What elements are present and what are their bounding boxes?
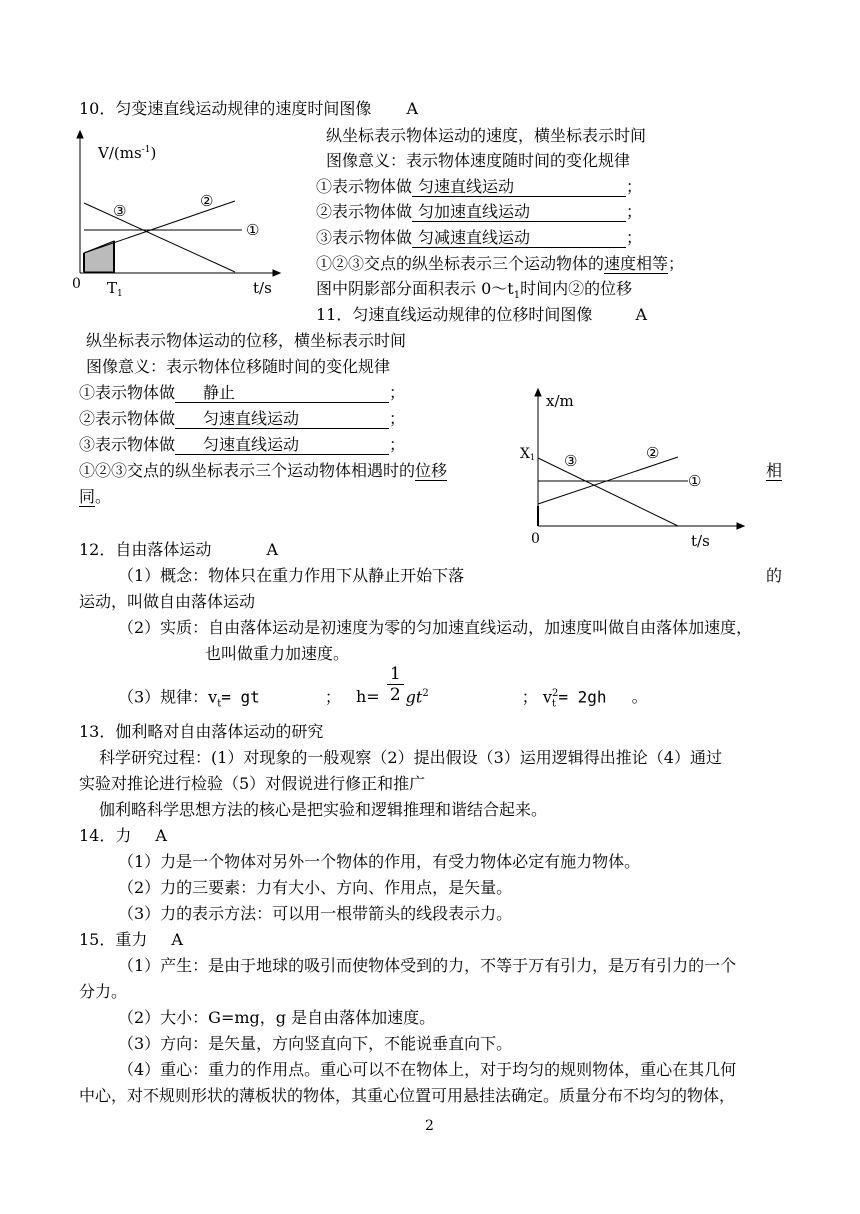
s13-p1a: 科学研究过程：(1）对现象的一般观察（2）提出假设（3）运用逻辑得出推论（4）通过 <box>99 748 722 767</box>
s11-answer-2: 匀速直线运动 <box>175 410 389 429</box>
page-number: 2 <box>425 1118 434 1134</box>
s15-p1b: 分力。 <box>79 982 128 1001</box>
s15-p2: （2）大小：G=mg，g 是自由落体加速度。 <box>118 1008 436 1027</box>
s11-item3: ③表示物体做 匀速直线运动 ； <box>79 435 406 454</box>
s12-title: 12．自由落体运动 <box>79 540 212 559</box>
s12-p2a: （2）实质：自由落体运动是初速度为零的匀加速直线运动，加速度叫做自由落体加速度， <box>118 618 753 637</box>
graph-xlabel: t/s <box>691 532 710 550</box>
s12-p1c: 运动，叫做自由落体运动 <box>79 592 256 611</box>
s10-crosspoint: ①②③交点的纵坐标表示三个运动物体的速度相等； <box>316 254 685 273</box>
graph-origin: 0 <box>72 276 81 292</box>
label-3: ③ <box>113 202 127 220</box>
label-2: ② <box>646 444 660 462</box>
label-2: ② <box>200 192 214 210</box>
s15-p4b: 中心，对不规则形状的薄板状的物体，其重心位置可用悬挂法确定。质量分布不均匀的物体， <box>79 1086 736 1105</box>
s10-answer-3: 匀减速直线运动 <box>412 229 626 248</box>
label-1: ① <box>688 472 702 490</box>
s10-grade: A <box>406 99 419 118</box>
s14-p3: （3）力的表示方法：可以用一根带箭头的线段表示力。 <box>118 904 513 923</box>
s15-p4a: （4）重心：重力的作用点。重心可以不在物体上，对于均匀的规则物体，重心在其几何 <box>118 1060 737 1079</box>
s10-item3: ③表示物体做 匀减速直线运动 ； <box>316 228 643 247</box>
s12-p3: （3）规律：$v_t=$ gt ； h= $\frac{1}{2}$ $gt^2$ ； $v_t^2= 2gh$ 。 <box>118 664 648 710</box>
s15-p3: （3）方向：是矢量，方向竖直向下，不能说垂直向下。 <box>118 1034 513 1053</box>
fraction-half: $\frac{1}{2}$ <box>387 664 404 705</box>
s12-p1a: （1）概念：物体只在重力作用下从静止开始下落 <box>118 566 465 585</box>
s10-answer-2: 匀加速直线运动 <box>412 203 626 222</box>
s14-heading: 14．力 A <box>79 826 167 845</box>
s10-heading <box>79 98 418 120</box>
s13-p1b: 实验对推论进行检验（5）对假说进行修正和推广 <box>79 774 426 793</box>
s11-answer-3: 匀速直线运动 <box>175 436 389 455</box>
s11-grade: A <box>635 305 648 324</box>
shaded-area <box>84 241 114 272</box>
s10-desc2: 图像意义：表示物体速度随时间的变化规律 <box>326 151 631 170</box>
graph-t1: $T_1$ <box>107 279 123 299</box>
s10-item2: ②表示物体做 匀加速直线运动 ； <box>316 202 643 221</box>
s11-crosspoint: ①②③交点的纵坐标表示三个运动物体相遇时的位移 <box>79 461 448 480</box>
s11-cross-answer-2: 相 <box>766 461 783 480</box>
s11-item2: ②表示物体做 匀速直线运动 ； <box>79 409 406 428</box>
s12-p2b: 也叫做重力加速度。 <box>205 644 350 663</box>
s11-heading <box>316 304 647 326</box>
s11-item1: ①表示物体做 静止 ； <box>79 383 406 402</box>
graph-origin: 0 <box>531 531 540 547</box>
s10-desc1: 纵坐标表示物体运动的速度，横坐标表示时间 <box>326 126 647 145</box>
graph-x1: X1 <box>520 446 536 462</box>
s12-p1b: 的 <box>766 566 783 585</box>
s15-heading: 15．重力 A <box>79 930 183 949</box>
s10-answer-1: 匀速直线运动 <box>412 178 626 197</box>
s10-item1: ①表示物体做 匀速直线运动 ； <box>316 177 643 196</box>
label-3: ③ <box>564 452 578 470</box>
graph-xlabel: t/s <box>253 279 272 297</box>
graph-ylabel: x/m <box>546 392 574 410</box>
s10-title: 10．匀变速直线运动规律的速度时间图像 <box>79 99 372 118</box>
s11-desc1: 纵坐标表示物体运动的位移，横坐标表示时间 <box>86 331 407 350</box>
s10-shade: 图中阴影部分面积表示 $0\sim t_1$时间内②的位移 <box>316 279 633 302</box>
s13-p2: 伽利略科学思想方法的核心是把实验和逻辑推理和谐结合起来。 <box>99 800 548 819</box>
s11-answer-1: 静止 <box>175 384 389 403</box>
s11-title: 11．匀速直线运动规律的位移时间图像 <box>316 305 593 324</box>
s12-grade: A <box>266 540 279 559</box>
position-time-graph <box>518 386 748 552</box>
label-1: ① <box>246 221 260 239</box>
s14-p1: （1）力是一个物体对另外一个物体的作用，有受力物体必定有施力物体。 <box>118 852 641 871</box>
s11-cross-answer: 位移 <box>415 461 448 480</box>
s15-p1a: （1）产生：是由于地球的吸引而使物体受到的力，不等于万有引力，是万有引力的一个 <box>118 956 737 975</box>
s14-p2: （2）力的三要素：力有大小、方向、作用点，是矢量。 <box>118 878 513 897</box>
s12-heading <box>79 539 278 561</box>
s10-cross-answer: 速度相等 <box>604 254 669 273</box>
s11-desc2: 图像意义：表示物体位移随时间的变化规律 <box>86 357 391 376</box>
velocity-time-graph <box>70 128 285 300</box>
s11-cross-answer-3: 同。 <box>79 487 112 506</box>
line-3 <box>538 458 678 526</box>
s13-title: 13．伽利略对自由落体运动的研究 <box>79 722 324 741</box>
graph-ylabel: $V/(ms^{-1})$ <box>98 144 157 162</box>
